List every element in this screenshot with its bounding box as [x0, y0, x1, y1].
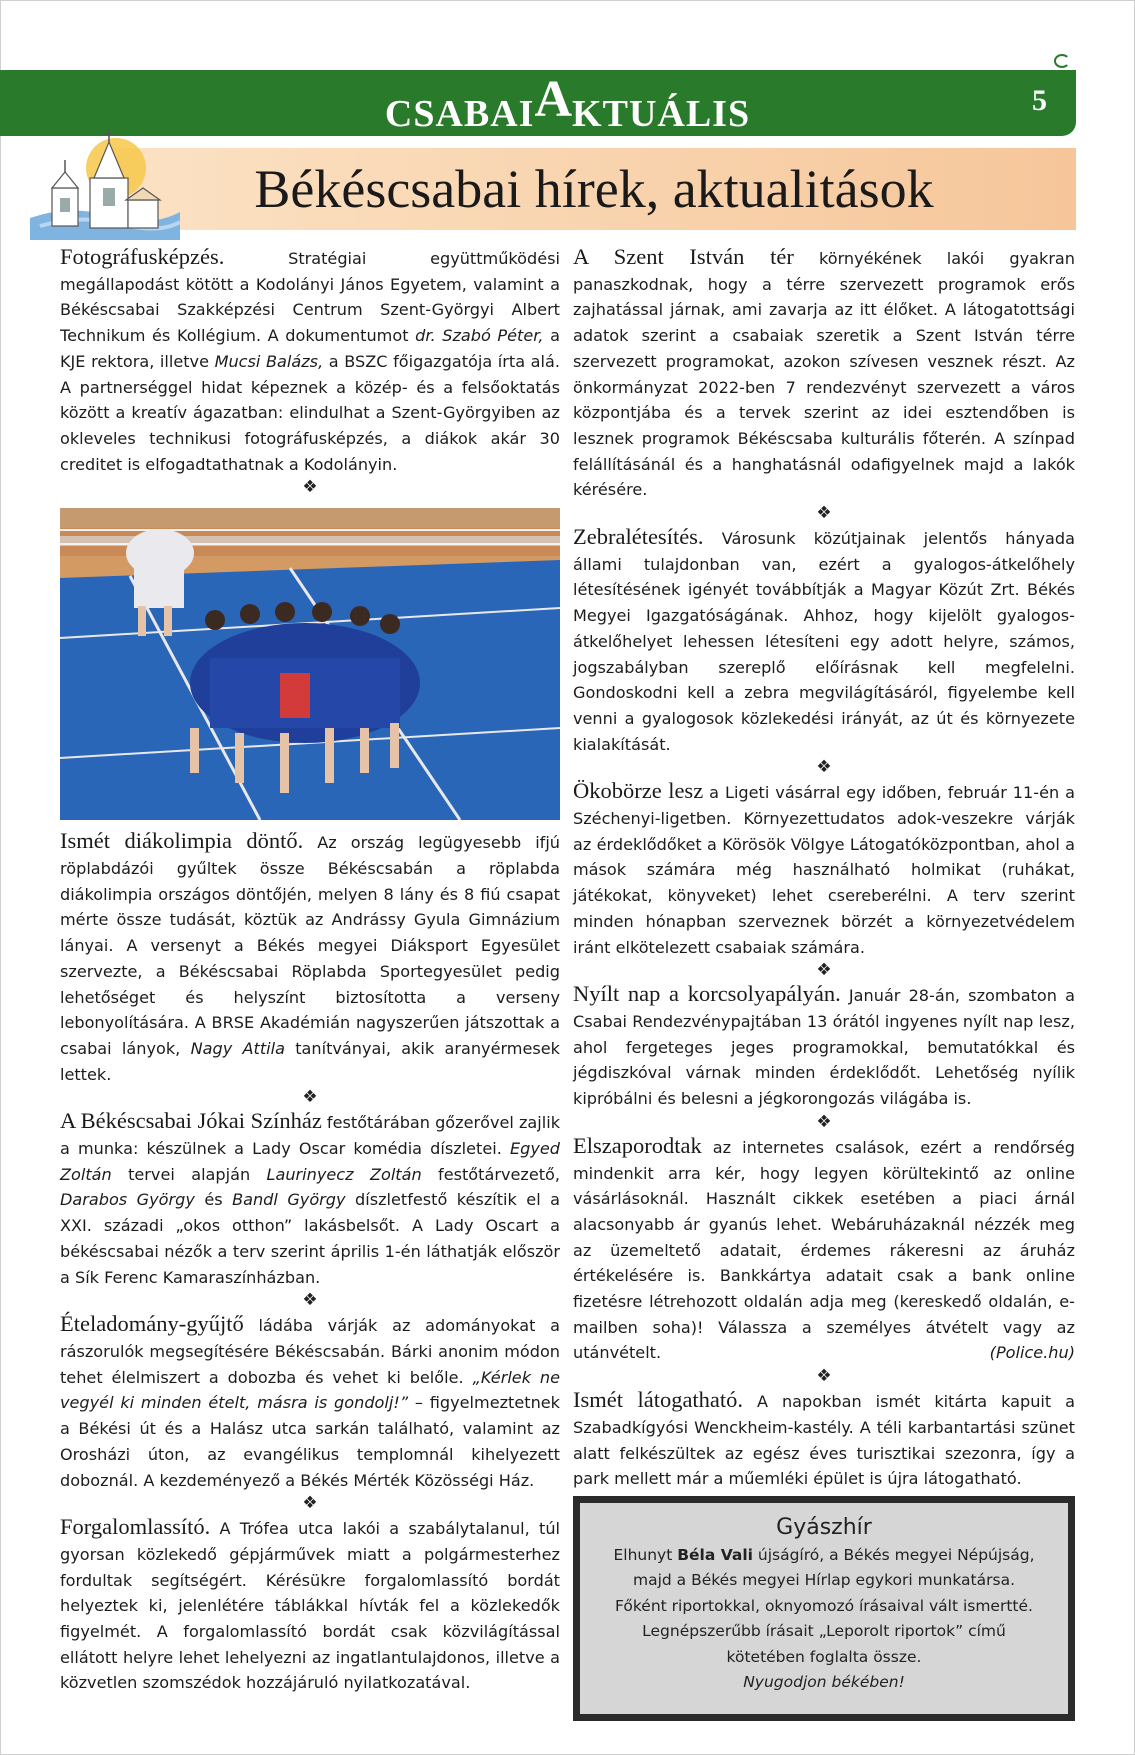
- article-forgalomlassito: [60, 1514, 560, 1696]
- article-heading: Ismét látogatható.: [573, 1387, 744, 1413]
- article-heading: Ökobörze lesz: [573, 778, 704, 804]
- article-body: Január 28-án, szombaton a Csabai Rendezvénypajtában 13 órától ingyenes nyílt nap lesz, ahol fergeteges jeges programokkal, bemutatókkal és jégdiszkóval várnak minden érdeklődőt. Lehetőség nyílik kipróbálni és belesni a jégkorongozás világába is.: [573, 986, 1075, 1109]
- masthead-part-2: A: [534, 71, 573, 128]
- article-heading: Elszaporodtak: [573, 1132, 702, 1158]
- article-nyilt-nap: [573, 981, 1075, 1112]
- right-column: [573, 244, 1075, 1721]
- article-body: az internetes csalások, ezért a rendőrség mindenkit arra kér, hogy legyen körültekintő az online vásárlásoknál. Használt cikkek esetében a piaci árnál alacsonyabb ár gyanús lehet. Webáruházaknál nézzék meg az üzemeltető adatait, érdemes rákeresni az áruház értékelésére is. Bankkártya adatait csak a bank online fizetésre létrehozott oldalán adja meg (kereskedő oldalán, e-mailben soha)! Válassza a személyes átvételt vagy az utánvételt. (Police.hu): [573, 1137, 1075, 1363]
- separator-icon: ❖: [816, 1366, 832, 1387]
- masthead-part-3: KTUÁLIS: [572, 93, 751, 135]
- article-heading: Nyílt nap a korcsolyapályán.: [573, 981, 841, 1007]
- article-heading: Zebralétesítés.: [573, 524, 704, 550]
- article-body: A Trófea utca lakói a szabálytalanul, túl gyorsan közlekedő gépjárművek miatt a polgármesterhez fordultak segítségért. Kérésükre forgalomlassító bordát helyeztek ki, jelenlétére táblákkal hívták fel a közlekedők figyelmét. A forgalomlassító bordát csak közvilágítással ellátott helyre lehet lehelyezni az ingatlantulajdonos, illetve a közvetlen szomszédok hozzájáruló nyilatkozatával.: [60, 1519, 560, 1693]
- article-jokai-szinhaz: [60, 1108, 560, 1290]
- masthead-part-1: CSABAI: [384, 93, 535, 135]
- article-body: a Ligeti vásárral egy időben, február 11-én a Széchenyi-ligetben. Környezettudatos adok-veszekre várják az érdeklődőket a Körösök Völgye Látogatóközpontban, ahol a mások számára még használható holmikat (ruhákat, játékokat, könyveket) lehet csereberélni. A terv szerint minden hónapban szerveznek börzét a környezetvédelem iránt elkötelezett csabaiak számára.: [573, 783, 1075, 957]
- swirl-ornament-icon: [1054, 54, 1070, 68]
- article-body: ládába várják az adományokat a rászorulók megsegítésére Békéscsabán. Bárki anonim módon tehet élelmiszert a dobozba és vehet ki belőle. „Kérlek ne vegyél ki minden ételt, másra is gondolj!” – figyelmeztetnek a Békési út és a Halász utca sarkán található, valamint az Orosházi úton, az evangélikus templomnál kihelyezett doboznál. A kezdeményező a Békés Mérték Közösségi Ház.: [60, 1316, 560, 1490]
- article-body: A napokban ismét kitárta kapuit a Szabadkígyósi Wenckheim-kastély. A téli karbantartási szünet alatt felkészültek az egész éves turisztikai szezonra, így a park mellett már a műemléki épület is újra látogatható.: [573, 1392, 1075, 1489]
- obituary-title: Gyászhír: [776, 1514, 872, 1540]
- article-body: környékének lakói gyakran panaszkodnak, hogy a térre szervezett programok erős zajhatással járnak, ami zavarja az itt élőket. A látogatottsági adatok szerint a csabaiak szeretik a Szent István térre szervezett programokat, azokon szívesen vesznek részt. Az önkormányzat 2022-ben 7 rendezvényt szervezett a város központjába és a tervek szerint az idei esztendőben is lesznek programok Békéscsaba kulturális főterén. A színpad felállításánál és a hanghatásnál odafigyelnek majd a lakók kérésére.: [573, 249, 1075, 500]
- article-heading: A Szent István tér: [573, 244, 794, 269]
- obituary-box: [573, 1496, 1075, 1721]
- article-heading: Forgalomlassító.: [60, 1514, 211, 1540]
- separator-icon: ❖: [302, 1493, 318, 1514]
- article-internetes-csalasok: [573, 1133, 1075, 1366]
- separator-icon: ❖: [816, 757, 832, 778]
- article-szent-istvan-ter: [573, 244, 1075, 503]
- article-heading: Ételadomány-gyűjtő: [60, 1311, 244, 1337]
- article-okoborze: [573, 778, 1075, 960]
- page-title: Békéscsabai hírek, aktualitások: [254, 159, 934, 219]
- article-heading: A Békéscsabai Jókai Színház: [60, 1108, 322, 1134]
- separator-icon: ❖: [302, 1290, 318, 1311]
- article-heading: Fotográfusképzés.: [60, 244, 225, 269]
- separator-icon: ❖: [302, 477, 318, 498]
- masthead: [0, 70, 1135, 136]
- volleyball-team-photo: [60, 508, 560, 820]
- article-eteladomany: [60, 1311, 560, 1493]
- article-ismet-latogathato: [573, 1387, 1075, 1492]
- article-body: Városunk közútjainak jelentős hányada állami tulajdonban van, ezért a gyalogos-átkelőhely létesítésének igényét továbbítják a Magyar Közút Zrt. Békés Megyei Igazgatóságának. Ahhoz, hogy kijelölt gyalogos-átkelőhelyet lehessen létesíteni egy adott helyre, számos, jogszabályban szereplő előírásnak kell megfelelni. Gondoskodni kell a zebra megvilágításáról, figyelembe kell venni a gyalogosok közlekedési irányát, az út és környezete kialakítását.: [573, 529, 1075, 754]
- separator-icon: ❖: [816, 503, 832, 524]
- article-zebraletesites: [573, 524, 1075, 757]
- article-heading: Ismét diákolimpia döntő.: [60, 828, 304, 854]
- separator-icon: ❖: [816, 960, 832, 981]
- separator-icon: ❖: [302, 1087, 318, 1108]
- article-body: festőtárában gőzerővel zajlik a munka: készülnek a Lady Oscar komédia díszletei. Egyed Zoltán tervei alapján Laurinyecz Zoltán festőtárvezető, Darabos György és Bandl György díszletfestő készítik el a XXI. századi „okos otthon” lakásbelsőt. A Lady Oscart a békéscsabai nézők a terv szerint április 1-én láthatják először a Sík Ferenc Kamaraszínházban.: [60, 1113, 561, 1287]
- page-number: 5: [1032, 84, 1047, 117]
- article-fotografuskepzes: [60, 244, 560, 477]
- article-body: Stratégiai együttműködési megállapodást kötött a Kodolányi János Egyetem, valamint a Békéscsabai Szakképzési Centrum Szent-Györgyi Albert Technikum és Kollégium. A dokumentumot dr. Szabó Péter, a KJE rektora, illetve Mucsi Balázs, a BSZC főigazgatója írta alá. A partnerséggel hidat képeznek a közép- és a felsőoktatás között a kreatív ágazatban: elindulhat a Szent-Györgyiben az okleveles technikusi fotográfusképzés, a diákok akár 30 creditet is elfogadtathatnak a Kodolányin.: [60, 249, 560, 474]
- article-diakolimpia: [60, 828, 560, 1087]
- article-body: Az ország legügyesebb ifjú röplabdázói gyűltek össze Békéscsabán a röplabda diákolimpia országos döntőjén, melyen 8 lány és 8 fiú csapat mérte össze tudását, köztük az Andrássy Gyula Gimnázium lányai. A versenyt a Békés megyei Diáksport Egyesület szervezte, a Békéscsabai Röplabda Sportegyesület pedig lehetőséget és helyszínt biztosította a verseny lebonyolítására. A BRSE Akadémián nagyszerűen játszottak a csabai lányok, Nagy Attila tanítványai, akik aranyérmesek lettek.: [60, 833, 560, 1084]
- left-column: [60, 244, 560, 1696]
- obituary-body: Elhunyt Béla Vali újságíró, a Békés megyei Népújság, majd a Békés megyei Hírlap egykori munkatársa. Főként riportokkal, oknyomozó írásaival vált ismertté. Legnépszerűbb írásait „Leporolt riportok” című kötetében foglalta össze. Nyugodjon békében!: [613, 1545, 1035, 1692]
- separator-icon: ❖: [816, 1111, 832, 1132]
